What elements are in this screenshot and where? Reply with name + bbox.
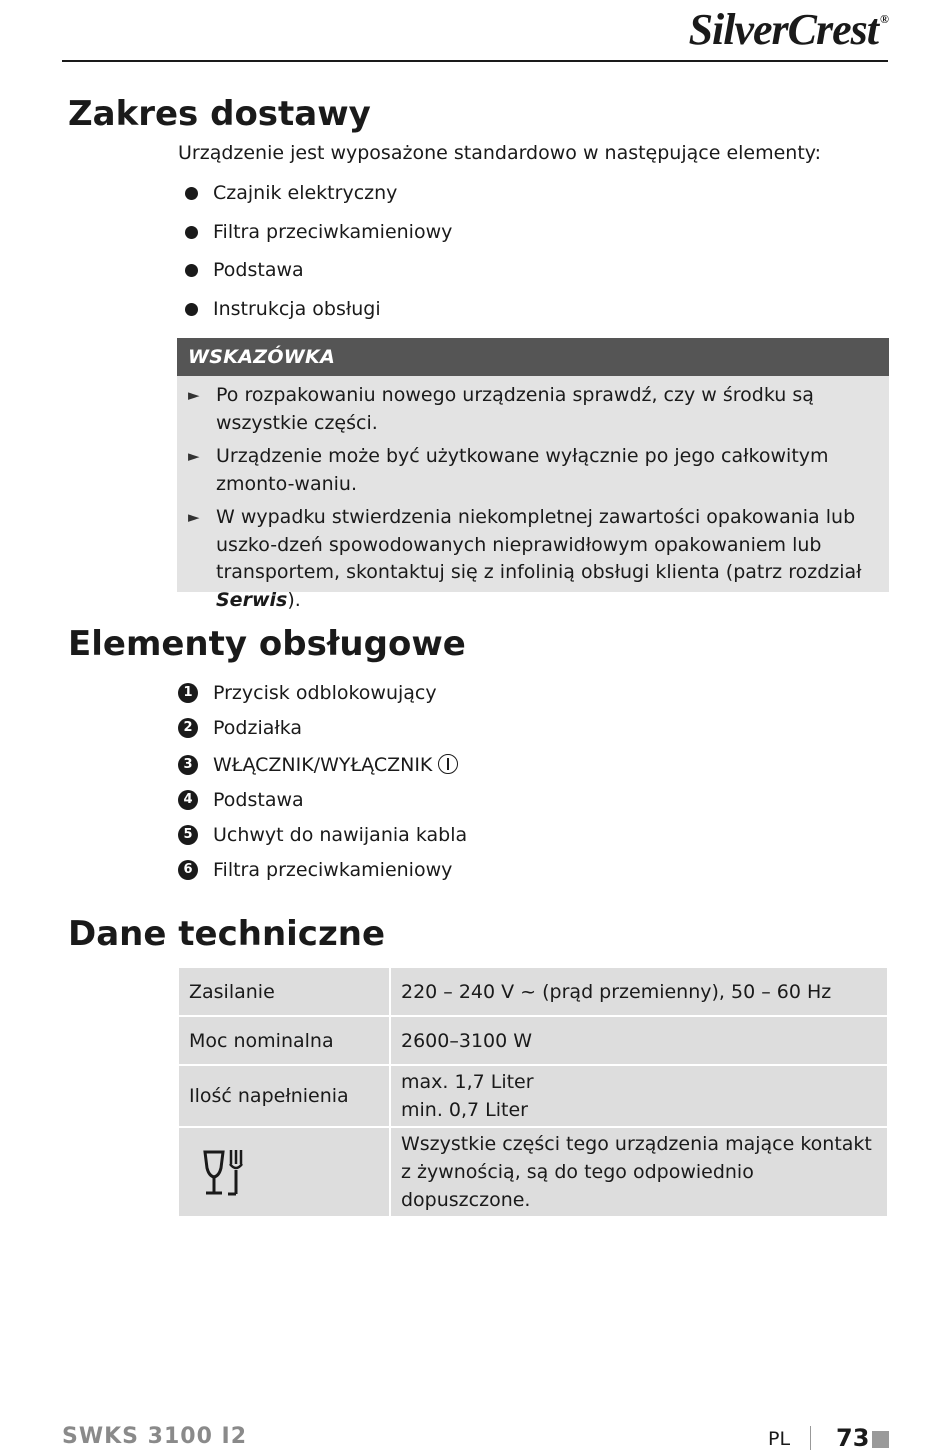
number-badge: 2 (178, 718, 198, 738)
note-heading: WSKAZÓWKA (177, 338, 889, 376)
number-badge: 3 (178, 755, 198, 775)
number-badge: 6 (178, 860, 198, 880)
list-item: 5 Uchwyt do nawijania kabla (178, 820, 467, 855)
section-title-delivery: Zakres dostawy (68, 94, 371, 134)
table-row (179, 1017, 887, 1064)
list-item: 3 WŁĄCZNIK/WYŁĄCZNIK (178, 748, 467, 785)
power-icon (438, 754, 458, 774)
list-item: Filtra przeciwkamieniowy (178, 217, 452, 256)
bullet-icon (185, 187, 198, 200)
note-item: ► W wypadku stwierdzenia niekompletnej zawartości opakowania lub uszko-dzeń spowodowanych nieprawidłowym opakowaniem lub transportem, skontaktuj się z infolinią obsługi klienta (patrz rozdział Serwis). (188, 506, 862, 611)
food-safe-icon (201, 1146, 249, 1198)
brand-logo (689, 4, 888, 55)
page-number: 73 (836, 1424, 870, 1452)
note-item: ► Urządzenie może być użytkowane wyłącznie po jego całkowitym zmonto-waniu. (188, 445, 829, 495)
bullet-icon (185, 264, 198, 277)
arrow-right-icon: ► (188, 508, 200, 526)
spec-key (179, 1128, 389, 1216)
spec-key: Moc nominalna (179, 1017, 389, 1064)
spec-value: 220 – 240 V ~ (prąd przemienny), 50 – 60 Hz (391, 968, 887, 1015)
spec-value: 2600–3100 W (391, 1017, 887, 1064)
section-title-controls: Elementy obsługowe (68, 624, 466, 664)
list-item: Instrukcja obsługi (178, 294, 452, 333)
service-chapter-ref: Serwis (216, 588, 288, 611)
table-row (179, 1066, 887, 1126)
footer-model: SWKS 3100 I2 (62, 1424, 248, 1449)
section-title-tech: Dane techniczne (68, 914, 386, 954)
table-row (179, 968, 887, 1015)
number-badge: 5 (178, 825, 198, 845)
square-marker-icon (872, 1431, 889, 1448)
spec-key: Ilość napełnienia (179, 1066, 389, 1126)
controls-list (178, 678, 467, 890)
note-box (177, 338, 889, 611)
list-item: 6 Filtra przeciwkamieniowy (178, 855, 467, 890)
registered-mark: ® (880, 12, 888, 26)
list-item: Podstawa (178, 255, 452, 294)
header-rule (62, 60, 888, 62)
list-item: 1 Przycisk odblokowujący (178, 678, 467, 713)
delivery-list (178, 178, 452, 332)
footer-language: PL (768, 1428, 791, 1450)
spec-key: Zasilanie (179, 968, 389, 1015)
footer-separator (810, 1426, 811, 1450)
bullet-icon (185, 226, 198, 239)
number-badge: 1 (178, 683, 198, 703)
bullet-icon (185, 303, 198, 316)
arrow-right-icon: ► (188, 386, 200, 404)
list-item: Czajnik elektryczny (178, 178, 452, 217)
number-badge: 4 (178, 790, 198, 810)
arrow-right-icon: ► (188, 447, 200, 465)
list-item: 4 Podstawa (178, 785, 467, 820)
brand-name: SilverCrest (688, 5, 879, 54)
delivery-intro: Urządzenie jest wyposażone standardowo w następujące elementy: (178, 142, 822, 164)
spec-value: Wszystkie części tego urządzenia mające kontakt z żywnością, są do tego odpowiednio dopuszczone. (391, 1128, 887, 1216)
table-row (179, 1128, 887, 1216)
note-item: ► Po rozpakowaniu nowego urządzenia sprawdź, czy w środku są wszystkie części. (188, 384, 814, 434)
list-item: 2 Podziałka (178, 713, 467, 748)
spec-value: max. 1,7 Liter min. 0,7 Liter (391, 1066, 887, 1126)
spec-table (177, 966, 889, 1218)
